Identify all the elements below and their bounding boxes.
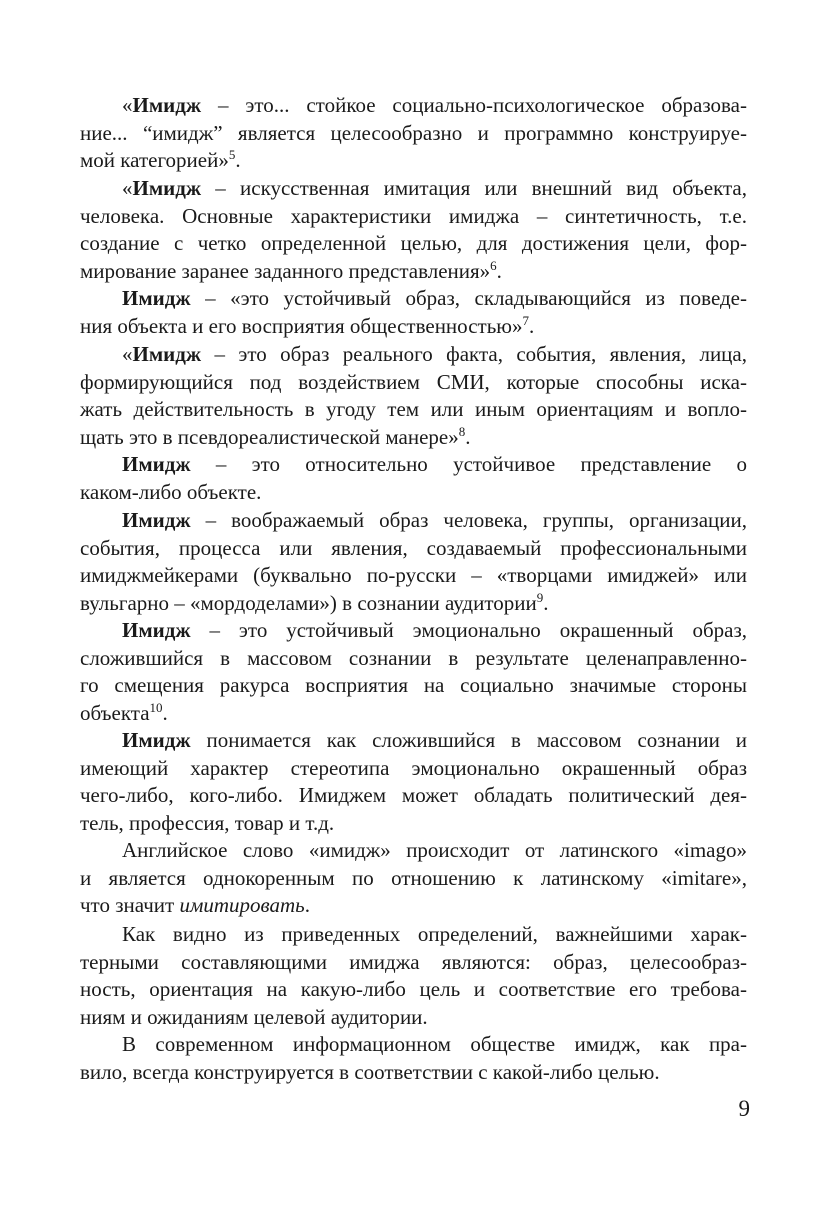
trailing-punct: . — [162, 701, 168, 726]
text-line — [122, 920, 747, 948]
line-text: и является однокоренным по отношению к латинскому «imitare», — [80, 865, 747, 890]
footnote-ref: 9 — [536, 590, 544, 606]
line-text: ние... “имидж” является целесообразно и программно конструируе- — [80, 120, 747, 145]
defined-term: Имидж — [122, 508, 191, 532]
line-text: жать действительность в угоду тем или иным ориентациям и вопло- — [80, 397, 747, 422]
text-line — [80, 891, 747, 919]
line-text: ность, ориентация на какую-либо цель и соответствие его требова- — [80, 977, 747, 1002]
text-line — [80, 671, 747, 699]
line-text: Как видно из приведенных определений, важнейшими харак- — [122, 922, 747, 946]
text-line — [80, 257, 747, 285]
line-text: щать это в псевдореалистической манере» — [80, 425, 459, 450]
italic-term: имитировать — [179, 893, 305, 918]
text-line — [80, 589, 747, 617]
text-line — [80, 395, 747, 423]
text-line — [80, 423, 747, 451]
defined-term: Имидж — [132, 176, 202, 200]
text-line — [80, 229, 747, 257]
line-text: ниям и ожиданиям целевой аудитории. — [80, 1005, 428, 1030]
line-text: Английское слово «имидж» происходит от латинского «imago» — [122, 838, 747, 862]
text-line — [80, 534, 747, 562]
text-line — [80, 781, 747, 809]
text-line — [80, 561, 747, 589]
line-text: чего-либо, кого-либо. Имиджем может обладать политический дея- — [80, 783, 747, 808]
line-text: – воображаемый образ человека, группы, организации, — [190, 508, 747, 532]
line-text: го смещения ракурса восприятия на социально значимые стороны — [80, 673, 747, 698]
line-text: терными составляющими имиджа являются: образ, целесообраз- — [80, 949, 747, 974]
text-line — [122, 284, 747, 312]
text-line — [80, 478, 747, 506]
text-line — [80, 699, 747, 727]
footnote-ref: 6 — [490, 258, 497, 274]
footnote-ref: 10 — [149, 700, 163, 716]
text-line — [122, 836, 747, 864]
text-line — [80, 146, 747, 174]
text-line — [80, 754, 747, 782]
text-line — [122, 174, 747, 202]
line-text: мирование заранее заданного представления» — [80, 259, 491, 284]
opening-quote: « — [122, 93, 133, 117]
text-line — [80, 1058, 747, 1086]
line-text: – искусственная имитация или внешний вид объекта, — [201, 176, 747, 200]
trailing-punct: . — [235, 148, 241, 173]
text-line — [122, 726, 747, 754]
line-text: события, процесса или явления, создаваемый профессиональными — [80, 535, 747, 560]
text-line — [122, 1030, 747, 1058]
text-line — [122, 506, 747, 534]
line-text: вило, всегда конструируется в соответствии с какой-либо целью. — [80, 1059, 660, 1084]
line-text: что значит — [80, 893, 180, 918]
defined-term: Имидж — [122, 728, 191, 752]
text-line — [80, 368, 747, 396]
line-text: тель, профессия, товар и т.д. — [80, 811, 335, 836]
line-text: понимается как сложившийся в массовом сознании и — [190, 728, 747, 752]
text-line — [80, 809, 747, 837]
footnote-ref: 7 — [522, 312, 529, 328]
line-text: В современном информационном обществе имидж, как пра- — [122, 1032, 747, 1056]
defined-term: Имидж — [132, 342, 202, 366]
line-text: – «это устойчивый образ, складывающийся из поведе- — [190, 286, 747, 310]
line-text: каком-либо объекте. — [80, 479, 262, 504]
footnote-ref: 8 — [458, 424, 466, 440]
defined-term: Имидж — [132, 93, 202, 117]
line-text: формирующийся под воздействием СМИ, которые способны иска- — [80, 369, 747, 394]
trailing-punct: . — [465, 425, 471, 450]
text-line — [80, 864, 747, 892]
line-text: мой категорией» — [80, 148, 229, 173]
text-line — [80, 312, 747, 340]
text-line — [80, 202, 747, 230]
line-text: имиджмейкерами (буквально по-русски – «творцами имиджей» или — [80, 563, 747, 588]
line-text: человека. Основные характеристики имиджа – синтетичность, т.е. — [80, 203, 747, 228]
page-number: 9 — [738, 1096, 750, 1121]
line-text: создание с четко определенной целью, для достижения цели, фор- — [80, 231, 747, 256]
line-text: имеющий характер стереотипа эмоционально окрашенный образ — [80, 755, 747, 780]
text-line — [80, 119, 747, 147]
line-text: – это устойчивый эмоционально окрашенный образ, — [190, 618, 747, 642]
line-text: ния объекта и его восприятия общественностью» — [80, 313, 523, 338]
opening-quote: « — [122, 342, 133, 366]
text-line — [80, 948, 747, 976]
defined-term: Имидж — [122, 286, 191, 310]
line-text: сложившийся в массовом сознании в результате целенаправленно- — [80, 645, 747, 670]
trailing-punct: . — [496, 259, 502, 284]
text-line — [80, 644, 747, 672]
trailing-punct: . — [528, 313, 535, 338]
text-line — [122, 91, 747, 119]
text-line — [122, 340, 747, 368]
text-line — [122, 450, 747, 478]
opening-quote: « — [122, 176, 133, 200]
line-text: объекта — [80, 701, 150, 726]
text-line — [122, 616, 747, 644]
line-text: – это относительно устойчивое представление о — [190, 452, 747, 476]
text-line — [80, 1003, 747, 1031]
footnote-ref: 5 — [228, 147, 236, 163]
line-text: вульгарно – «мордоделами») в сознании аудитории — [80, 591, 537, 616]
line-text: – это... стойкое социально-психологическое образова- — [201, 93, 747, 117]
trailing-punct: . — [304, 893, 310, 918]
text-line — [80, 975, 747, 1003]
defined-term: Имидж — [122, 618, 191, 642]
defined-term: Имидж — [122, 452, 191, 476]
line-text: – это образ реального факта, события, явления, лица, — [201, 342, 747, 366]
trailing-punct: . — [543, 591, 549, 616]
